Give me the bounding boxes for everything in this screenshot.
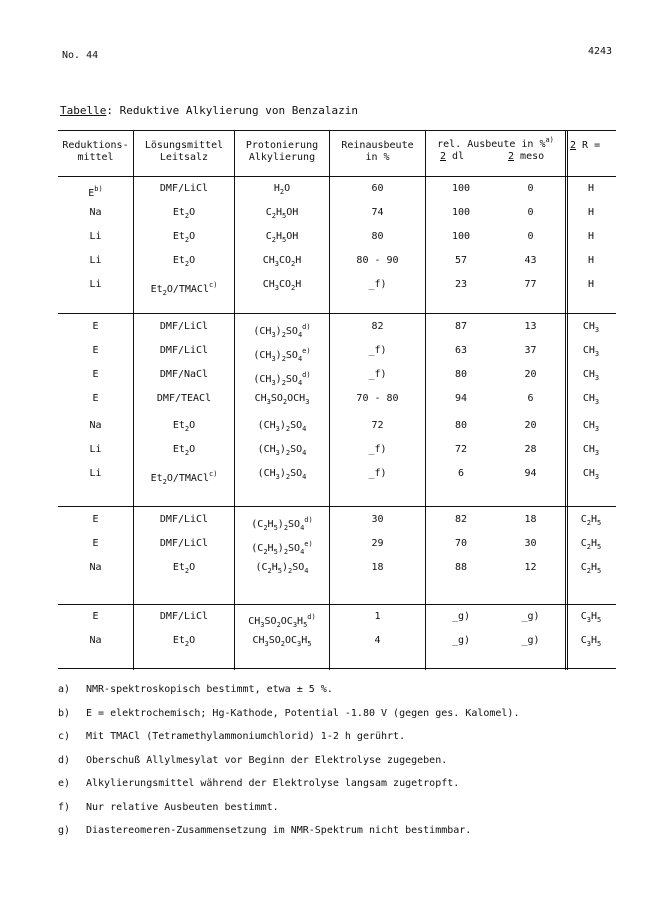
cell-dl: 63 — [454, 345, 468, 356]
cell-reinausbeute: 74 — [371, 207, 384, 218]
cell-meso: 30 — [524, 538, 537, 549]
cell-protonierung: $(CH_3)_2SO_4$ — [257, 420, 307, 433]
cell-reduktionsmittel: E — [92, 611, 99, 622]
cell-reinausbeute: _f) — [368, 444, 387, 455]
cell-r: $C_2H_5$ — [580, 562, 602, 575]
footnote-text: Nur relative Ausbeuten bestimmt. — [86, 801, 279, 813]
cell-r: H — [587, 255, 595, 266]
cell-r: $C_3H_5$ — [580, 635, 602, 648]
cell-dl: 88 — [454, 562, 468, 573]
cell-protonierung: $CH_3CO_2H$ — [262, 279, 302, 292]
cell-protonierung: $(C_2H_5)_2SO_4^{d)}$ — [251, 516, 313, 532]
cell-r: $CH_3$ — [582, 420, 600, 433]
cell-reduktionsmittel: E — [92, 321, 99, 332]
cell-loesungsmittel: DMF/LiCl — [159, 538, 209, 549]
header-text: in % — [365, 152, 390, 163]
header-loesungsmittel — [134, 140, 234, 164]
header-reduktionsmittel — [58, 140, 133, 164]
footnote-mark: e) — [58, 778, 71, 789]
cell-reduktionsmittel: $E^{b)}$ — [88, 185, 103, 199]
cell-reinausbeute: _f) — [368, 345, 387, 356]
cell-meso: 20 — [524, 369, 537, 380]
cell-meso: _g) — [521, 635, 540, 646]
cell-loesungsmittel: $Et_2O$ — [172, 255, 196, 268]
cell-reduktionsmittel: E — [92, 369, 99, 380]
cell-loesungsmittel: DMF/LiCl — [159, 611, 209, 622]
cell-r: $C_3H_5$ — [580, 611, 602, 624]
footnote — [58, 731, 405, 742]
footnote-text: NMR-spektroskopisch bestimmt, etwa ± 5 %. — [86, 684, 333, 695]
header-text: Protonierung — [245, 140, 319, 151]
header-text: R = — [576, 140, 601, 151]
cell-loesungsmittel: $Et_2O$ — [172, 207, 196, 220]
table-top-rule — [58, 130, 616, 131]
cell-r: $CH_3$ — [582, 393, 600, 406]
cell-r: $C_2H_5$ — [580, 538, 602, 551]
footnote — [58, 755, 447, 766]
footnote-mark: b) — [58, 707, 71, 719]
page-number: 4243 — [588, 46, 613, 57]
cell-dl: _g) — [451, 611, 471, 622]
cell-meso: 0 — [527, 207, 534, 218]
header-protonierung — [235, 140, 329, 164]
footnote-mark: f) — [58, 801, 71, 813]
header-text: Lösungsmittel — [144, 140, 224, 151]
cell-meso: 18 — [524, 514, 537, 525]
cell-dl: _g) — [451, 635, 471, 646]
cell-meso: 0 — [527, 183, 534, 194]
cell-protonierung: $(C_2H_5)_2SO_4$ — [255, 562, 309, 575]
results-table — [58, 130, 616, 670]
cell-meso: 43 — [524, 255, 537, 266]
cell-loesungsmittel: $Et_2O$ — [172, 420, 196, 433]
cell-reinausbeute: _f) — [368, 369, 387, 380]
cell-meso: 20 — [524, 420, 537, 431]
cell-protonierung: $(CH_3)_2SO_4$ — [257, 444, 307, 457]
footnote-text: E = elektrochemisch; Hg-Kathode, Potential -1.80 V (gegen ges. Kalomel). — [86, 707, 520, 719]
cell-reduktionsmittel: Li — [89, 444, 102, 455]
cell-meso: _g) — [521, 611, 540, 622]
cell-dl: 87 — [454, 321, 468, 332]
footnote-text: Oberschuß Allylmesylat vor Beginn der Elektrolyse zugegeben. — [86, 754, 448, 766]
cell-meso: 0 — [527, 231, 534, 242]
cell-r: H — [587, 183, 595, 194]
table-caption — [60, 104, 358, 117]
cell-protonierung: $(CH_3)_2SO_4^{e)}$ — [253, 347, 311, 363]
cell-dl: 72 — [454, 444, 468, 455]
cell-meso: 12 — [524, 562, 537, 573]
cell-dl: 80 — [454, 369, 468, 380]
footnote-text: Mit TMACl (Tetramethylammoniumchlorid) 1-2 h gerührt. — [86, 731, 406, 742]
header-text: Leitsalz — [159, 152, 209, 163]
cell-protonierung: $(CH_3)_2SO_4^{d)}$ — [253, 371, 311, 387]
cell-r: H — [587, 279, 595, 290]
cell-loesungsmittel: DMF/LiCl — [159, 345, 209, 356]
cell-reduktionsmittel: E — [92, 393, 99, 404]
cell-loesungsmittel: $Et_2O$ — [172, 562, 196, 575]
group-rule-3 — [58, 604, 616, 605]
caption-text: : Reduktive Alkylierung von Benzalazin — [106, 104, 359, 117]
compound-number: 2 — [508, 151, 515, 162]
cell-dl: 82 — [454, 514, 468, 525]
footnote-mark: a) — [58, 684, 71, 695]
header-text: dl — [446, 151, 465, 162]
footnote-text: Diastereomeren-Zusammensetzung im NMR-Spektrum nicht bestimmbar. — [86, 825, 472, 836]
cell-loesungsmittel: DMF/TEACl — [156, 393, 212, 404]
table-bottom-rule — [58, 668, 616, 669]
cell-reduktionsmittel: Li — [89, 255, 102, 266]
group-rule-2 — [58, 506, 616, 507]
caption-label: Tabelle — [60, 104, 107, 117]
header-reinausbeute — [330, 140, 425, 164]
cell-loesungsmittel: DMF/NaCl — [159, 369, 209, 380]
header-text: meso — [514, 151, 545, 162]
cell-loesungsmittel: DMF/LiCl — [159, 514, 209, 525]
footnote — [58, 825, 471, 836]
cell-loesungsmittel: $Et_2O$ — [172, 231, 196, 244]
footnote-mark: d) — [58, 754, 71, 766]
footnote — [58, 708, 519, 719]
cell-reduktionsmittel: E — [92, 514, 99, 525]
cell-reinausbeute: 4 — [374, 635, 381, 646]
cell-protonierung: $C_2H_5OH$ — [265, 207, 299, 220]
cell-meso: 37 — [524, 345, 537, 356]
compound-number: 2 — [570, 140, 577, 151]
cell-r: H — [587, 207, 595, 218]
cell-r: $CH_3$ — [582, 345, 600, 358]
cell-loesungsmittel: $Et_2O$ — [172, 635, 196, 648]
footnote-text: Alkylierungsmittel während der Elektrolyse langsam zugetropft. — [86, 778, 460, 789]
cell-meso: 77 — [524, 279, 537, 290]
compound-number: 2 — [440, 151, 447, 162]
cell-r: $CH_3$ — [582, 369, 600, 382]
cell-reduktionsmittel: Li — [89, 231, 102, 242]
cell-loesungsmittel: $Et_2O/TMACl^{c)}$ — [150, 281, 218, 297]
cell-dl: 23 — [454, 279, 468, 290]
table-header-rule — [58, 176, 616, 177]
cell-reinausbeute: 70 - 80 — [356, 393, 399, 404]
header-text: Reduktions- — [62, 140, 129, 151]
header-text: mittel — [77, 152, 114, 163]
cell-reinausbeute: 30 — [371, 514, 384, 525]
cell-r: $C_2H_5$ — [580, 514, 602, 527]
cell-dl: 94 — [454, 393, 468, 404]
cell-dl: 70 — [454, 538, 468, 549]
cell-reduktionsmittel: E — [92, 345, 99, 356]
header-text: Alkylierung — [248, 152, 316, 163]
cell-dl: 100 — [451, 207, 471, 218]
cell-loesungsmittel: DMF/LiCl — [159, 183, 209, 194]
header-text: Reinausbeute — [341, 140, 414, 151]
header-rel-ausbeute — [426, 134, 565, 163]
cell-dl: 57 — [454, 255, 468, 266]
cell-reinausbeute: 29 — [371, 538, 384, 549]
cell-reinausbeute: 60 — [371, 183, 384, 194]
cell-dl: 100 — [451, 231, 471, 242]
cell-meso: 94 — [524, 468, 537, 479]
cell-reduktionsmittel: Na — [89, 635, 102, 646]
cell-meso: 13 — [524, 321, 537, 332]
cell-reinausbeute: 72 — [371, 420, 384, 431]
footnote-ref: a) — [545, 136, 554, 144]
cell-dl: 6 — [457, 468, 465, 479]
cell-r: $CH_3$ — [582, 468, 600, 481]
cell-meso: 6 — [527, 393, 534, 404]
cell-protonierung: $(CH_3)_2SO_4$ — [257, 468, 307, 481]
cell-reduktionsmittel: Na — [89, 207, 102, 218]
cell-reduktionsmittel: Na — [89, 562, 102, 573]
cell-reduktionsmittel: Li — [89, 279, 102, 290]
cell-protonierung: $H_2O$ — [273, 183, 291, 196]
cell-r: $CH_3$ — [582, 321, 600, 334]
cell-reinausbeute: _f) — [368, 468, 387, 479]
footnote-mark: g) — [58, 825, 71, 836]
cell-r: $CH_3$ — [582, 444, 600, 457]
page-header-left: No. 44 — [62, 50, 99, 61]
cell-protonierung: $CH_3SO_2OC_3H_5^{d)}$ — [248, 613, 316, 629]
cell-loesungsmittel: $Et_2O$ — [172, 444, 196, 457]
cell-reduktionsmittel: E — [92, 538, 99, 549]
header-text: rel. Ausbeute in % — [437, 139, 546, 150]
footnote — [58, 684, 333, 695]
footnote — [58, 802, 279, 813]
cell-meso: 28 — [524, 444, 537, 455]
footnote-mark: c) — [58, 731, 71, 742]
cell-protonierung: $(CH_3)_2SO_4^{d)}$ — [253, 323, 311, 339]
cell-reduktionsmittel: Na — [89, 420, 102, 431]
cell-dl: 80 — [454, 420, 468, 431]
cell-reinausbeute: 82 — [371, 321, 384, 332]
header-dl — [440, 151, 464, 163]
cell-reinausbeute: 18 — [371, 562, 384, 573]
cell-r: H — [587, 231, 595, 242]
cell-loesungsmittel: DMF/LiCl — [159, 321, 209, 332]
cell-dl: 100 — [451, 183, 471, 194]
cell-reinausbeute: 80 — [371, 231, 384, 242]
cell-reinausbeute: _f) — [368, 279, 387, 290]
header-meso — [508, 151, 544, 163]
cell-protonierung: $CH_3SO_2OCH_3$ — [254, 393, 310, 406]
cell-protonierung: $(C_2H_5)_2SO_4^{e)}$ — [251, 540, 313, 556]
footnote — [58, 778, 459, 789]
cell-protonierung: $CH_3CO_2H$ — [262, 255, 302, 268]
cell-protonierung: $CH_3SO_2OC_3H_5$ — [252, 635, 312, 648]
header-r — [570, 140, 616, 152]
group-rule-1 — [58, 313, 616, 314]
cell-reinausbeute: 1 — [374, 611, 381, 622]
cell-reduktionsmittel: Li — [89, 468, 102, 479]
cell-protonierung: $C_2H_5OH$ — [265, 231, 299, 244]
cell-loesungsmittel: $Et_2O/TMACl^{c)}$ — [150, 470, 218, 486]
cell-reinausbeute: 80 - 90 — [356, 255, 399, 266]
